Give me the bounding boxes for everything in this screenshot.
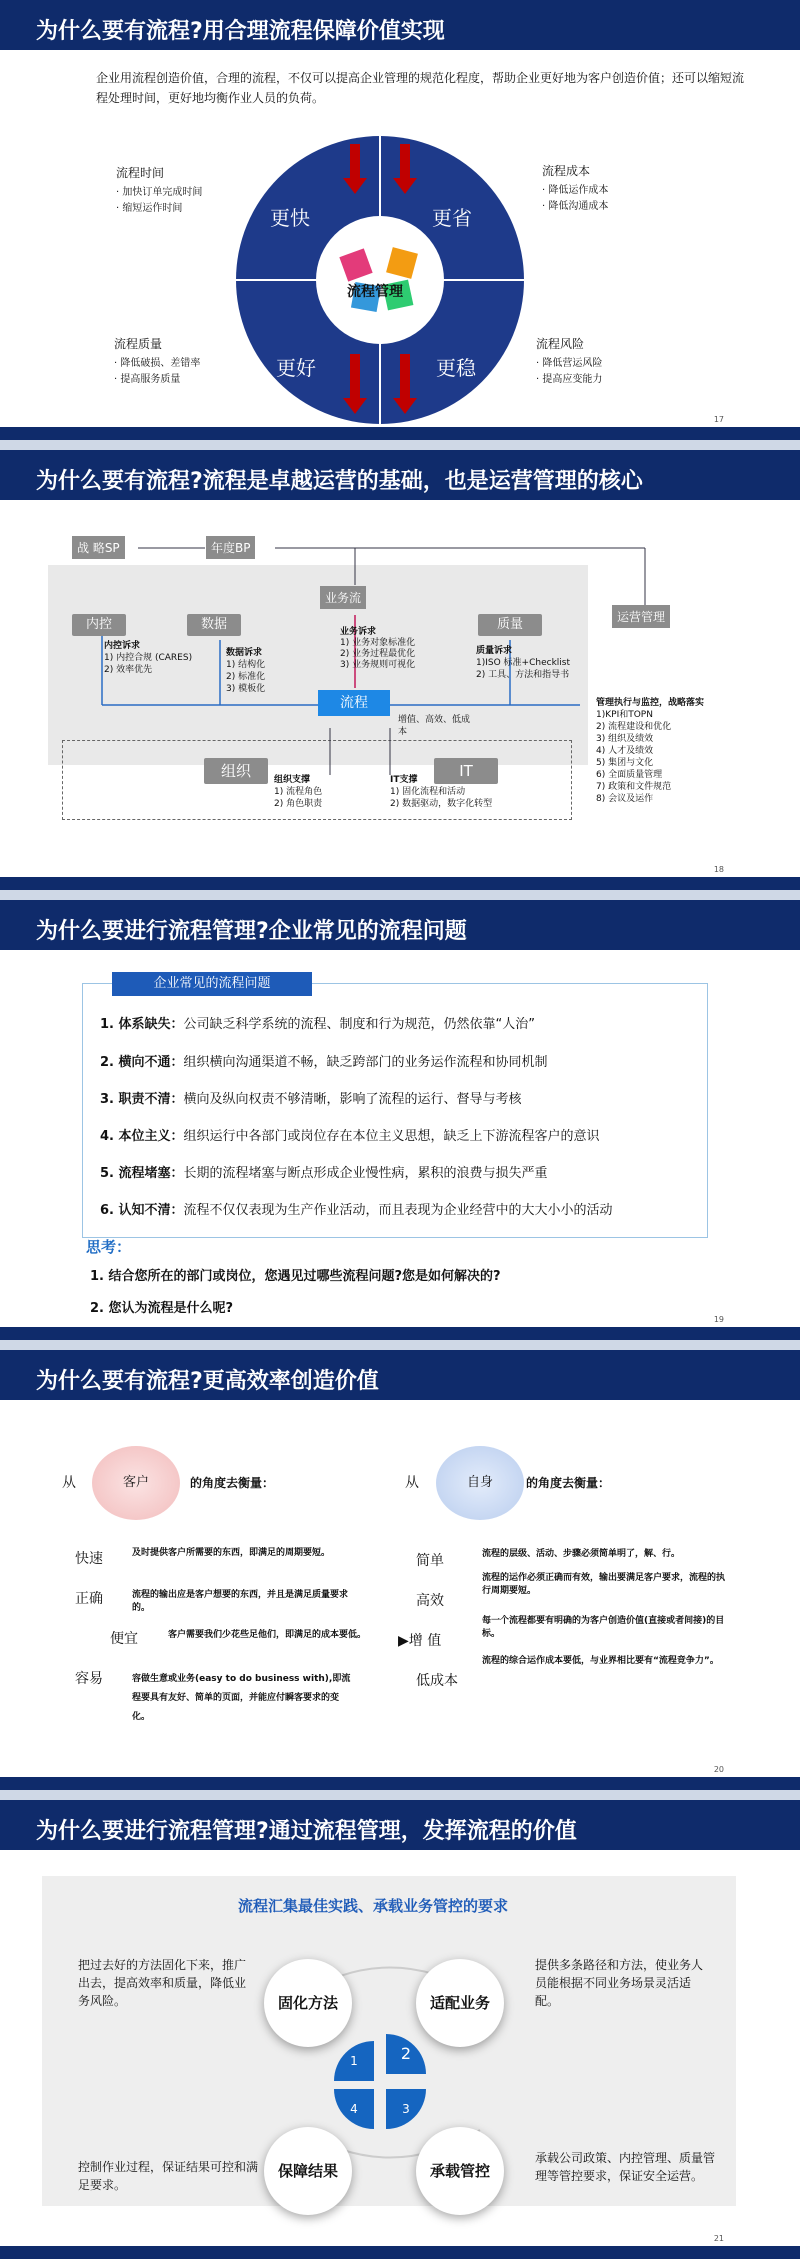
block-cost <box>542 162 608 215</box>
list-title: 数据诉求 <box>226 648 263 658</box>
criteria-text: 流程的层级、活动、步骤必须简单明了，解、行。 <box>482 1549 681 1559</box>
criteria-text: 流程的运作必须正确而有效，输出要满足客户要求，流程的执行周期要短。 <box>482 1573 726 1596</box>
block-head: 流程成本 <box>542 164 591 178</box>
issue-row <box>100 1051 548 1070</box>
slide-title: 为什么要进行流程管理?企业常见的流程问题 <box>0 900 800 950</box>
block-item: · 缩短运作时间 <box>116 203 183 214</box>
block-head: 流程质量 <box>114 337 163 351</box>
bubble-fix-method: 固化方法 <box>264 1959 352 2047</box>
slide-title: 为什么要有流程?更高效率创造价值 <box>0 1350 800 1400</box>
block-item: · 降低沟通成本 <box>542 201 609 212</box>
issue-row <box>100 1162 548 1181</box>
petal-1: 1 <box>334 2041 374 2081</box>
criteria-label: 容易 <box>75 1671 103 1687</box>
think-question-2: 2. 您认为流程是什么呢? <box>90 1301 234 1316</box>
issue-row <box>100 1088 522 1107</box>
list-item: 5) 集团与文化 <box>596 758 654 768</box>
quadrant-stable: 更稳 <box>436 356 476 380</box>
slide-title: 为什么要有流程?流程是卓越运营的基础，也是运营管理的核心 <box>0 450 800 500</box>
it-chip: IT <box>434 758 498 784</box>
page-number: 17 <box>713 415 724 424</box>
internal-list <box>104 640 192 676</box>
strategy-box: 战 略SP <box>72 536 125 559</box>
measure-label: 的角度去衡量： <box>190 1476 275 1490</box>
page-number: 21 <box>713 2234 724 2243</box>
data-list <box>226 647 265 695</box>
center-label: 流程管理 <box>347 284 403 300</box>
org-chip: 组织 <box>204 758 268 784</box>
block-time <box>116 164 202 217</box>
slide-separator <box>0 1340 800 1350</box>
list-item: 1) 结构化 <box>226 660 266 670</box>
list-item: 1) 业务对象标准化 <box>340 638 416 648</box>
block-item: · 降低营运风险 <box>536 358 603 369</box>
slide-title: 为什么要有流程?用合理流程保障价值实现 <box>0 0 800 50</box>
customer-circle: 客户 <box>92 1446 180 1520</box>
criteria-label: 高效 <box>416 1593 444 1609</box>
from-label: 从 <box>62 1475 76 1491</box>
it-list <box>390 774 492 810</box>
list-item: 1) 固化流程和活动 <box>390 787 466 797</box>
desc-ensure-result: 控制作业过程，保证结果可控和满足要求。 <box>78 2160 259 2192</box>
slide-20 <box>0 1350 800 1790</box>
list-item: 2) 角色职责 <box>274 799 323 809</box>
petal-3: 3 <box>386 2089 426 2129</box>
from-label: 从 <box>405 1475 419 1491</box>
measure-label: 的角度去衡量： <box>526 1476 611 1490</box>
slide-separator <box>0 890 800 900</box>
issue-row <box>100 1199 613 1218</box>
annual-box: 年度BP <box>206 536 255 559</box>
list-title: 管理执行与监控，战略落实 <box>596 698 705 708</box>
block-item: · 降低破损、差错率 <box>114 358 201 369</box>
criteria-text: 客户需要我们少花些足他们，即满足的成本要低。 <box>168 1630 367 1640</box>
flow-box: 流程 <box>318 690 390 716</box>
issue-row <box>100 1125 600 1144</box>
desc-fix-method: 把过去好的方法固化下来，推广出去，提高效率和质量，降低业务风险。 <box>78 1958 247 2008</box>
list-title: 组织支撑 <box>274 775 311 785</box>
ops-box: 运营管理 <box>612 605 670 628</box>
criteria-text: 容做生意或业务(easy to do business with),即流程要具有友好、简单的页面，并能应付瞬客要求的变化。 <box>132 1674 351 1722</box>
block-item: · 提高服务质量 <box>114 374 181 385</box>
panel-subtitle: 流程汇集最佳实践、承载业务管控的要求 <box>237 1897 508 1915</box>
criteria-text: 流程的综合运作成本要低，与业界相比要有“流程竞争力”。 <box>482 1656 719 1666</box>
quadrant-better: 更好 <box>276 356 316 380</box>
criteria-text: 流程的输出应是客户想要的东西，并且是满足质量要求的。 <box>132 1590 349 1613</box>
think-question-1: 1. 结合您所在的部门或岗位，您遇见过哪些流程问题?您是如何解决的? <box>90 1269 501 1284</box>
think-label: 思考： <box>86 1238 132 1256</box>
self-circle: 自身 <box>436 1446 524 1520</box>
quality-chip: 质量 <box>478 614 542 636</box>
list-item: 8) 会议及运作 <box>596 794 654 804</box>
business-list <box>340 627 415 671</box>
criteria-label: 低成本 <box>416 1673 458 1689</box>
block-head: 流程时间 <box>116 166 165 180</box>
issue-key: 2. 横向不通： <box>100 1055 184 1070</box>
list-item: 1) 流程角色 <box>274 787 323 797</box>
list-item: 2) 工具、方法和指导书 <box>476 670 570 680</box>
slide-19 <box>0 900 800 1340</box>
issue-text: 组织横向沟通渠道不畅，缺乏跨部门的业务运作流程和协同机制 <box>183 1055 548 1070</box>
criteria-text: 每一个流程都要有明确的为客户创造价值(直接或者间接)的目标。 <box>482 1616 725 1639</box>
issue-key: 1. 体系缺失： <box>100 1017 184 1032</box>
criteria-label: 简单 <box>416 1553 444 1569</box>
footer-bar <box>0 427 800 440</box>
list-title: 内控诉求 <box>104 641 141 651</box>
criteria-label: 快速 <box>75 1551 103 1567</box>
list-item: 3) 模板化 <box>226 684 266 694</box>
issue-row <box>100 1013 535 1032</box>
list-item: 6) 全面质量管理 <box>596 770 663 780</box>
bubble-ensure-result: 保障结果 <box>264 2127 352 2215</box>
issues-box-title: 企业常见的流程问题 <box>112 972 312 996</box>
issue-text: 公司缺乏科学系统的流程、制度和行为规范，仍然依靠“人治” <box>183 1017 535 1032</box>
ops-list <box>596 697 704 805</box>
slide-21 <box>0 1800 800 2259</box>
data-chip: 数据 <box>187 614 241 636</box>
block-head: 流程风险 <box>536 337 585 351</box>
note-line: 增值、高效、低成 <box>398 715 471 725</box>
note-line: 本 <box>398 727 408 737</box>
slide-separator <box>0 1790 800 1800</box>
list-item: 1)ISO 标准+Checklist <box>476 658 570 668</box>
list-item: 1) 内控合规 (CARES) <box>104 653 193 663</box>
quadrant-cheaper: 更省 <box>432 206 472 230</box>
desc-adapt-business: 提供多条路径和方法，使业务人员能根据不同业务场景灵活适配。 <box>535 1958 704 2008</box>
list-item: 3) 组织及绩效 <box>596 734 654 744</box>
page-number: 20 <box>713 1765 724 1774</box>
internal-chip: 内控 <box>72 614 126 636</box>
petal-4: 4 <box>334 2089 374 2129</box>
list-item: 2) 标准化 <box>226 672 266 682</box>
footer-bar <box>0 877 800 890</box>
issue-text: 流程不仅仅表现为生产作业活动，而且表现为企业经营中的大大小小的活动 <box>183 1203 613 1218</box>
intro-text: 企业用流程创造价值，合理的流程，不仅可以提高企业管理的规范化程度，帮助企业更好地为客户创造价值；还可以缩短流程处理时间，更好地均衡作业人员的负荷。 <box>96 71 745 105</box>
issue-text: 组织运行中各部门或岗位存在本位主义思想，缺乏上下游流程客户的意识 <box>183 1129 600 1144</box>
block-item: · 加快订单完成时间 <box>116 187 203 198</box>
issue-text: 长期的流程堵塞与断点形成企业慢性病，累积的浪费与损失严重 <box>183 1166 548 1181</box>
issue-key: 5. 流程堵塞： <box>100 1166 184 1181</box>
issue-text: 横向及纵向权责不够清晰，影响了流程的运行、督导与考核 <box>183 1092 522 1107</box>
petal-2: 2 <box>386 2034 426 2074</box>
list-item: 2) 效率优先 <box>104 665 153 675</box>
business-flow-box: 业务流 <box>320 586 366 609</box>
quadrant-circle <box>235 132 525 428</box>
desc-carry-control: 承载公司政策、内控管理、质量管理等管控要求，保证安全运营。 <box>535 2151 716 2183</box>
quality-list <box>476 645 570 681</box>
list-title: 业务诉求 <box>340 627 377 637</box>
footer-bar <box>0 1327 800 1340</box>
slide-17 <box>0 0 800 440</box>
list-item: 2) 业务过程最优化 <box>340 649 416 659</box>
list-item: 7) 政策和文件规范 <box>596 782 672 792</box>
bubble-adapt-business: 适配业务 <box>416 1959 504 2047</box>
list-item: 2) 流程建设和优化 <box>596 722 672 732</box>
org-list <box>274 774 322 810</box>
criteria-label: 便宜 <box>110 1631 138 1647</box>
block-quality <box>114 335 200 388</box>
footer-bar <box>0 1777 800 1790</box>
issue-key: 4. 本位主义： <box>100 1129 184 1144</box>
value-note <box>398 714 470 738</box>
footer-bar <box>0 2246 800 2259</box>
page-number: 18 <box>713 865 724 874</box>
criteria-text: 及时提供客户所需要的东西，即满足的周期要短。 <box>132 1548 331 1558</box>
list-item: 3) 业务规则可视化 <box>340 660 416 670</box>
criteria-label: ▶增 值 <box>398 1633 442 1649</box>
list-title: 质量诉求 <box>476 646 513 656</box>
block-item: · 降低运作成本 <box>542 185 609 196</box>
list-item: 2) 数据驱动，数字化转型 <box>390 799 493 809</box>
issue-key: 6. 认知不清： <box>100 1203 184 1218</box>
block-item: · 提高应变能力 <box>536 374 603 385</box>
slide-18 <box>0 450 800 890</box>
list-item: 1)KPI和TOPN <box>596 710 653 720</box>
issue-key: 3. 职责不清： <box>100 1092 184 1107</box>
list-item: 4) 人才及绩效 <box>596 746 654 756</box>
bubble-carry-control: 承载管控 <box>416 2127 504 2215</box>
slide-title: 为什么要进行流程管理?通过流程管理，发挥流程的价值 <box>0 1800 800 1850</box>
list-title: IT支撑 <box>390 775 418 785</box>
page-number: 19 <box>713 1315 724 1324</box>
block-risk <box>536 335 602 388</box>
quadrant-faster: 更快 <box>270 206 310 230</box>
slide-separator <box>0 440 800 450</box>
criteria-label: 正确 <box>75 1591 103 1607</box>
